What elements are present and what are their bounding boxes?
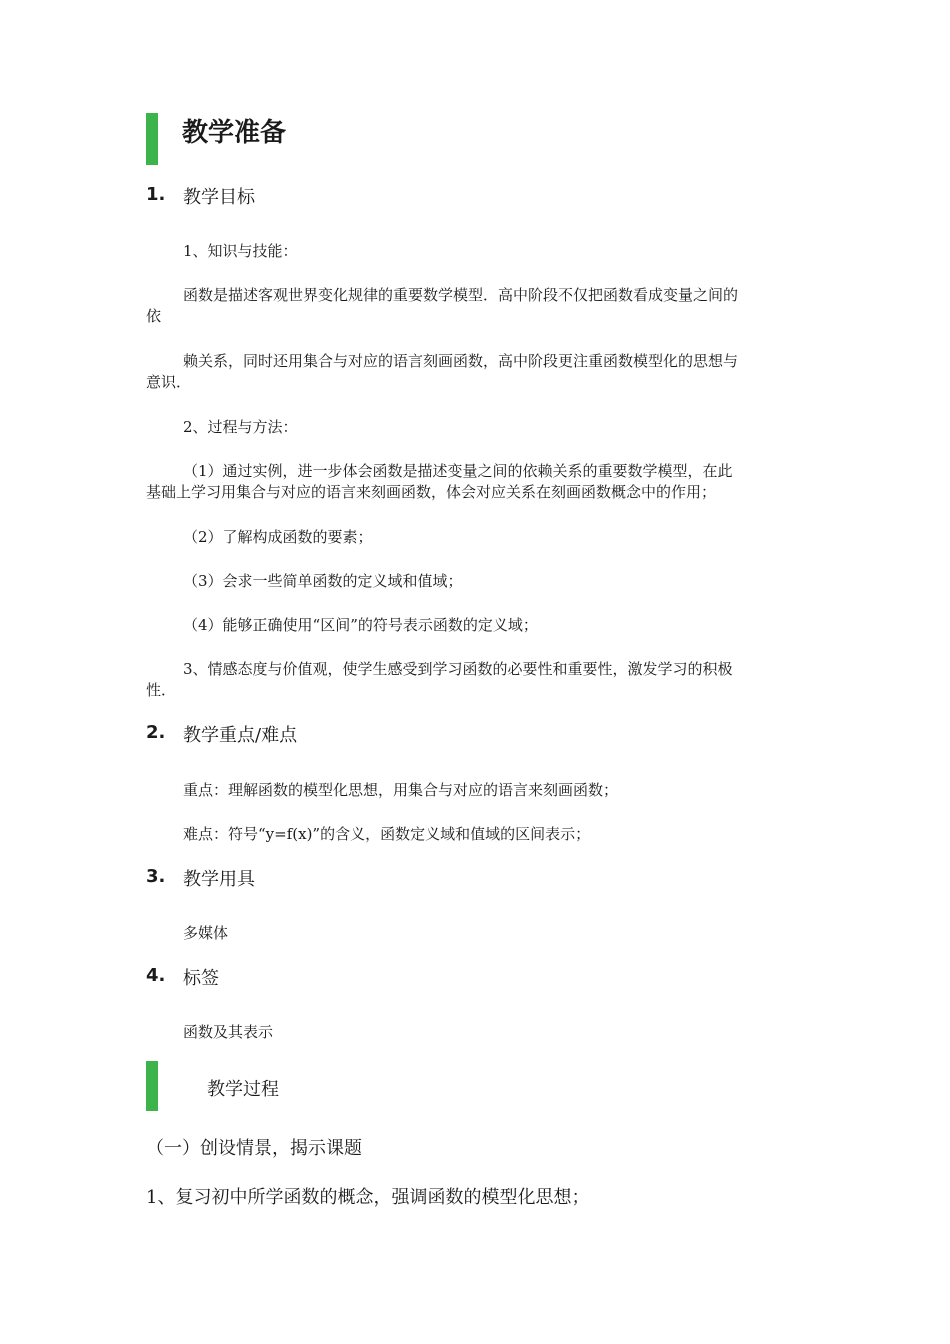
paragraph: 性． [146, 681, 177, 699]
paragraph: 赖关系，同时还用集合与对应的语言刻画函数，高中阶段更注重函数模型化的思想与 [183, 352, 739, 370]
paragraph: 函数及其表示 [183, 1023, 274, 1041]
paragraph: 多媒体 [183, 924, 229, 942]
section-accent-bar [146, 113, 158, 165]
heading-title: 标签 [183, 968, 219, 989]
heading-number: 4. [146, 965, 166, 986]
paragraph: 意识． [146, 373, 192, 391]
heading-title: 教学重点/难点 [183, 725, 298, 746]
paragraph: 函数是描述客观世界变化规律的重要数学模型．高中阶段不仅把函数看成变量之间的 [183, 286, 739, 304]
section-title: 教学准备 [182, 118, 287, 148]
paragraph: （3）会求一些简单函数的定义域和值域； [183, 572, 463, 590]
paragraph: 3、情感态度与价值观，使学生感受到学习函数的必要性和重要性，激发学习的积极 [183, 660, 733, 678]
paragraph: 1、复习初中所学函数的概念，强调函数的模型化思想； [146, 1187, 590, 1208]
heading-number: 2. [146, 722, 166, 743]
paragraph: 重点：理解函数的模型化思想，用集合与对应的语言来刻画函数； [183, 781, 619, 799]
paragraph: 基础上学习用集合与对应的语言来刻画函数，体会对应关系在刻画函数概念中的作用； [146, 483, 717, 501]
paragraph: （4）能够正确使用“区间”的符号表示函数的定义域； [183, 616, 538, 634]
section-title: 教学过程 [207, 1079, 279, 1100]
paragraph: （1）通过实例，进一步体会函数是描述变量之间的依赖关系的重要数学模型，在此 [183, 462, 733, 480]
heading-title: 教学用具 [183, 869, 255, 890]
paragraph: 难点：符号“y=f(x)”的含义，函数定义域和值域的区间表示； [183, 825, 591, 843]
heading-number: 1. [146, 184, 166, 205]
paragraph: （一）创设情景，揭示课题 [146, 1138, 362, 1159]
paragraph: （2）了解构成函数的要素； [183, 528, 373, 546]
paragraph: 2、过程与方法： [183, 418, 298, 436]
paragraph: 依 [146, 307, 162, 325]
heading-title: 教学目标 [183, 187, 255, 208]
paragraph: 1、知识与技能： [183, 242, 298, 260]
heading-number: 3. [146, 866, 166, 887]
section-accent-bar [146, 1061, 158, 1111]
